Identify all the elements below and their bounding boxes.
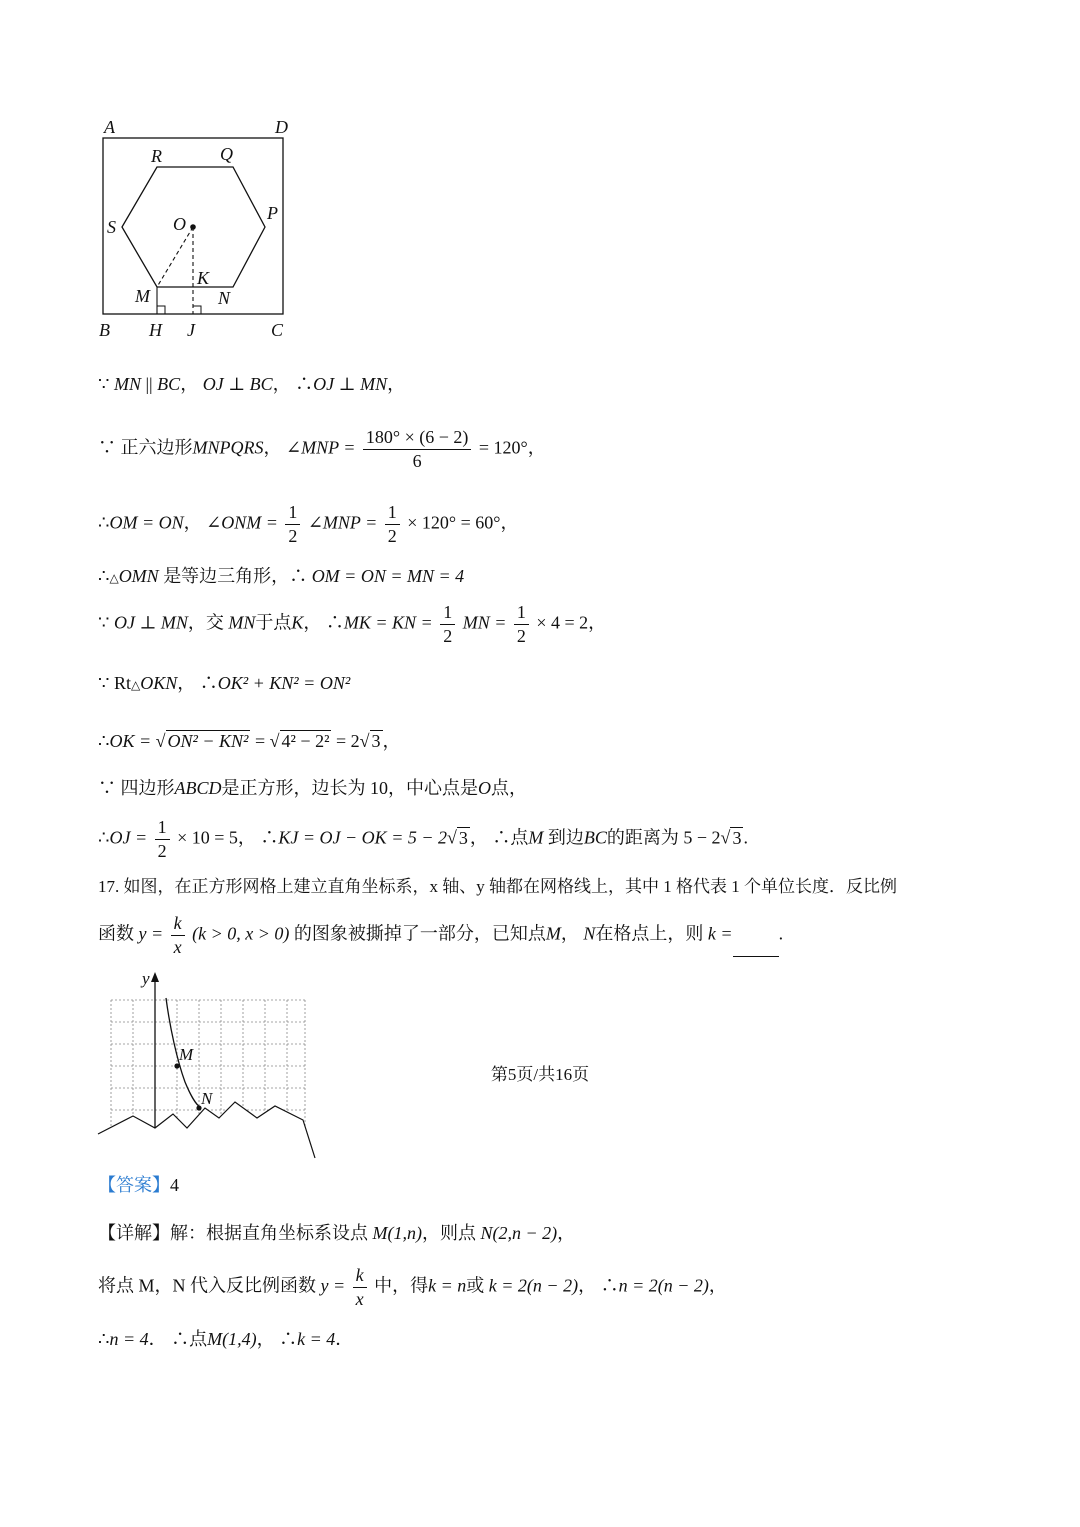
step-5: ∵ OJ ⊥ MN，交 MN于点K， ∴MK = KN = $\frac{1}{2}$ MN = $\frac{1}{2}$ × 4 = 2， xyxy=(98,602,607,646)
label-c: C xyxy=(271,320,284,340)
label-a: A xyxy=(104,117,115,137)
detail-line-1: 【详解】解：根据直角坐标系设点 M(1,n)，则点 N(2,n − 2)， xyxy=(98,1223,576,1243)
label-point-n: N xyxy=(201,1089,213,1108)
right-angle-h xyxy=(157,306,165,314)
right-angle-j xyxy=(193,306,201,314)
label-d: D xyxy=(275,117,288,137)
question-17-line1: 17. 如图，在正方形网格上建立直角坐标系，x 轴、y 轴都在网格线上，其中 1 格代表 1 个单位长度．反比例 xyxy=(98,877,897,896)
label-s: S xyxy=(107,217,116,237)
answer-tag: 【答案】 xyxy=(98,1175,170,1195)
step-3: ∴OM = ON， ∠ONM = $\frac{1}{2}$ ∠MNP = $\frac{1}{2}$ × 120° = 60°， xyxy=(98,502,519,546)
point-o xyxy=(190,224,196,230)
label-r: R xyxy=(151,146,162,166)
step-9: ∴OJ = $\frac{1}{2}$ × 10 = 5， ∴KJ = OJ − OK = 5 − 2√ 3 ， ∴点M 到边BC的距离为 5 − 2√ 3 . xyxy=(98,817,748,861)
answer-blank xyxy=(733,940,779,957)
step-6: ∵ Rt△OKN， ∴OK² + KN² = ON² xyxy=(98,673,351,693)
label-y: y xyxy=(142,969,150,988)
torn-edge xyxy=(98,1102,315,1158)
step-1: ∵ MN || BC， OJ ⊥ BC， ∴OJ ⊥ MN， xyxy=(98,374,406,394)
answer-line xyxy=(98,1176,179,1194)
label-n: N xyxy=(218,288,231,308)
label-j: J xyxy=(187,320,195,340)
detail-line-2: 将点 M，N 代入反比例函数 y = $\frac{k}{x}$ 中，得k = n或 k = 2(n − 2)， ∴n = 2(n − 2)， xyxy=(98,1265,727,1309)
step-4: ∴△OMN 是等边三角形，∴ OM = ON = MN = 4 xyxy=(98,566,465,586)
question-17-line2: 函数 y = $\frac{k}{x}$ (k > 0, x > 0) 的图象被撕掉了一部分，已知点M， N在格点上，则 k = . xyxy=(98,913,784,957)
detail-line-3: ∴n = 4． ∴点M(1,4)， ∴k = 4． xyxy=(98,1329,354,1349)
label-q: Q xyxy=(220,144,233,164)
step-7: ∴OK = √ ON² − KN² = √ 4² − 2² = 2√ 3 ， xyxy=(98,731,401,751)
segment-om xyxy=(157,227,193,287)
label-m: M xyxy=(135,286,150,306)
label-k: K xyxy=(197,268,210,288)
page-number: 第5页/共16页 xyxy=(490,1065,590,1084)
label-o: O xyxy=(173,214,186,234)
step-8: ∵ 四边形ABCD是正方形，边长为 10，中心点是O点， xyxy=(98,778,527,798)
y-axis-arrow xyxy=(151,972,159,982)
label-h: H xyxy=(149,320,162,340)
label-point-m: M xyxy=(179,1045,194,1064)
label-p: P xyxy=(267,203,278,223)
step-2: ∵ 正六边形MNPQRS， ∠MNP = $\frac{180^\circ \times (6 - 2)}{6}$ = 120°， xyxy=(98,427,546,471)
label-b: B xyxy=(99,320,110,340)
figure-square-hexagon xyxy=(95,112,305,342)
answer-value: 4 xyxy=(170,1175,179,1195)
